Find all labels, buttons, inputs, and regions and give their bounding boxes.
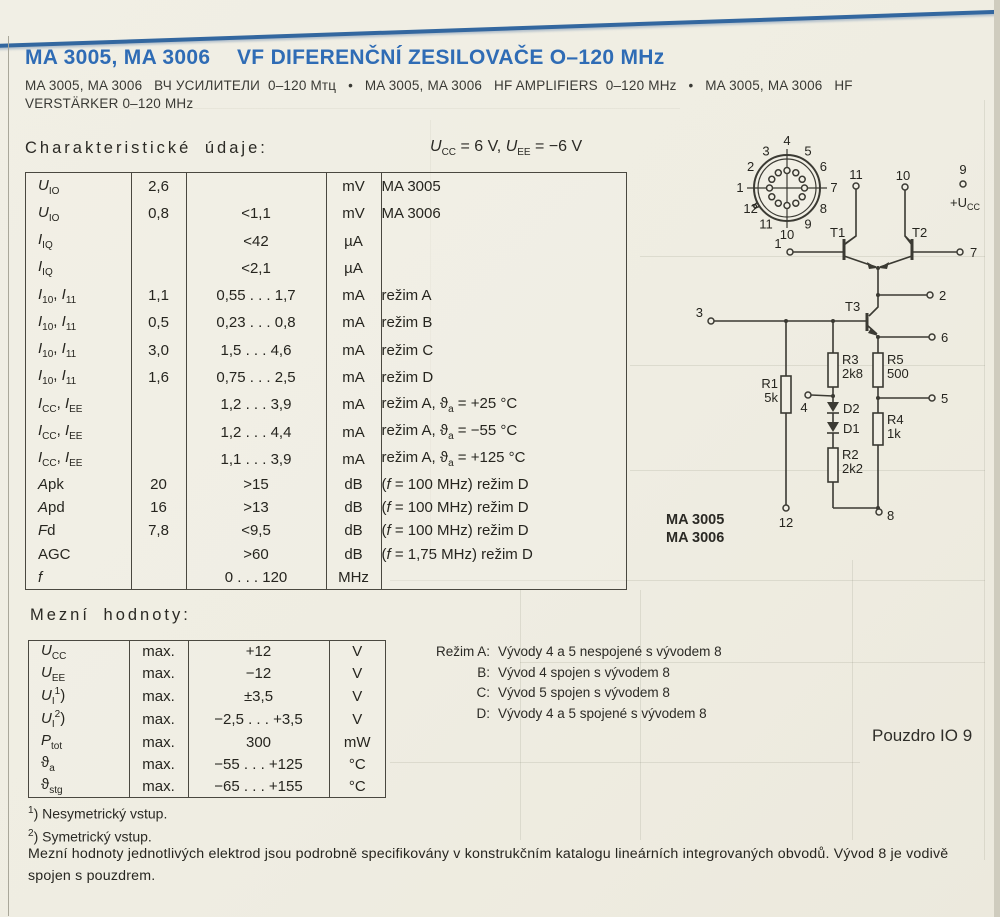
mode-note-row bbox=[424, 704, 844, 725]
symbol-cell: $U_{CC}$ bbox=[41, 641, 67, 662]
resistor-r2-value: 2k2 bbox=[842, 461, 863, 476]
symbol-cell: $I_{10}$, $I_{11}$ bbox=[38, 285, 77, 306]
range-cell: <2,1 bbox=[186, 255, 326, 282]
subtitle-line-2: VERSTÄRKER 0–120 MHz bbox=[25, 96, 194, 111]
transistor-t2-label: T2 bbox=[912, 225, 928, 240]
table-row bbox=[29, 641, 385, 663]
unit-cell: mV bbox=[326, 200, 381, 227]
typical-cell bbox=[131, 446, 186, 473]
table-row bbox=[26, 519, 626, 542]
note-cell: režim A, $ϑ_a = -55$ °C bbox=[381, 418, 626, 445]
unit-cell: mA bbox=[326, 364, 381, 391]
symbol-cell: $I_{CC}$, $I_{EE}$ bbox=[38, 449, 83, 470]
footnote: $^2$) Symetrický vstup. bbox=[28, 827, 152, 845]
terminal-6 bbox=[929, 334, 935, 340]
terminal-2-label: 2 bbox=[939, 288, 947, 303]
typical-cell: 7,8 bbox=[131, 519, 186, 542]
mode-label: Režim A: bbox=[435, 644, 490, 659]
pinout-diagram bbox=[736, 133, 837, 242]
pinout-pin-9 bbox=[793, 200, 799, 206]
terminal-7 bbox=[957, 249, 963, 255]
note-cell: MA 3006 bbox=[381, 200, 626, 227]
pinout-pin-7 bbox=[802, 185, 808, 191]
pinout-pin-11 bbox=[775, 200, 781, 206]
terminal-8-label: 8 bbox=[887, 508, 895, 523]
terminal-5-label: 5 bbox=[941, 391, 949, 406]
range-cell: >13 bbox=[186, 496, 326, 519]
resistor-r1-label: R1 bbox=[761, 376, 778, 391]
typical-cell: 0,5 bbox=[131, 309, 186, 336]
unit-cell: mV bbox=[326, 173, 381, 200]
range-cell: <1,1 bbox=[186, 200, 326, 227]
unit-cell: mA bbox=[326, 446, 381, 473]
terminal-8 bbox=[876, 509, 882, 515]
supply-conditions: $U_{CC} = 6$ V, $U_{EE} = -6$ V bbox=[430, 138, 583, 159]
note-cell: režim C bbox=[381, 337, 626, 364]
max-cell: max. bbox=[129, 641, 188, 663]
transistor-t3-label: T3 bbox=[845, 299, 861, 314]
symbol-cell: $U_{IO}$ bbox=[38, 203, 60, 224]
value-cell: +12 bbox=[188, 641, 329, 663]
unit-cell: mA bbox=[326, 418, 381, 445]
unit-cell: V bbox=[329, 641, 385, 663]
value-cell: −65 . . . +155 bbox=[188, 775, 329, 797]
symbol-cell: $U_I^2$) bbox=[41, 709, 66, 731]
unit-cell: mA bbox=[326, 309, 381, 336]
terminal-1 bbox=[787, 249, 793, 255]
terminal-5 bbox=[929, 395, 935, 401]
note-cell bbox=[381, 228, 626, 255]
pinout-pin-number: 8 bbox=[819, 201, 828, 216]
mode-label: D: bbox=[476, 705, 490, 721]
table-row bbox=[29, 708, 385, 731]
note-cell: režim D bbox=[381, 364, 626, 391]
note-cell: (f = 100 MHz) režim D bbox=[381, 496, 626, 519]
diode-d1-label: D1 bbox=[843, 421, 860, 436]
range-cell: 1,2 . . . 4,4 bbox=[186, 418, 326, 445]
range-cell: 0,23 . . . 0,8 bbox=[186, 309, 326, 336]
typical-cell: 1,1 bbox=[131, 282, 186, 309]
pinout-pin-3 bbox=[775, 170, 781, 176]
max-cell: max. bbox=[129, 775, 188, 797]
range-cell: 1,1 . . . 3,9 bbox=[186, 446, 326, 473]
symbol-cell: $ϑ_a$ bbox=[41, 754, 55, 775]
mode-description: Vývody 4 a 5 spojené s vývodem 8 bbox=[498, 705, 707, 721]
max-cell: max. bbox=[129, 685, 188, 708]
symbol-cell: $I_{IQ}$ bbox=[38, 231, 53, 252]
pinout-pin-2 bbox=[769, 176, 775, 182]
resistor-r1-value: 5k bbox=[764, 390, 778, 405]
max-cell: max. bbox=[129, 663, 188, 685]
range-cell bbox=[186, 173, 326, 200]
terminal-2 bbox=[927, 292, 933, 298]
note-cell: (f = 1,75 MHz) režim D bbox=[381, 542, 626, 565]
circuit-schematic bbox=[690, 130, 1000, 560]
terminal-7-label: 7 bbox=[970, 245, 978, 260]
transistor-t1-label: T1 bbox=[830, 225, 846, 240]
typical-cell: 0,8 bbox=[131, 200, 186, 227]
symbol-cell: Fd bbox=[38, 522, 56, 540]
symbol-cell: $P_{tot}$ bbox=[41, 732, 63, 753]
resistor-r2-label: R2 bbox=[842, 447, 859, 462]
pinout-pin-number: 7 bbox=[830, 180, 838, 195]
limits-table bbox=[28, 640, 386, 798]
resistor-r4 bbox=[873, 413, 883, 445]
value-cell: −2,5 . . . +3,5 bbox=[188, 708, 329, 731]
note-cell: MA 3005 bbox=[381, 173, 626, 200]
supply-ucc-label: $+U_{CC}$ bbox=[950, 195, 980, 212]
unit-cell: V bbox=[329, 685, 385, 708]
mode-notes bbox=[424, 642, 844, 724]
mode-description: Vývod 5 spojen s vývodem 8 bbox=[498, 685, 670, 701]
note-cell bbox=[381, 566, 626, 589]
resistor-r3-label: R3 bbox=[842, 352, 859, 367]
table-row bbox=[26, 496, 626, 519]
unit-cell: dB bbox=[326, 496, 381, 519]
pinout-pin-number: 9 bbox=[804, 216, 812, 232]
terminal-12-label: 12 bbox=[778, 515, 794, 530]
mode-label: C: bbox=[476, 685, 490, 701]
typical-cell bbox=[131, 228, 186, 255]
terminal-9-label: 9 bbox=[959, 162, 967, 177]
note-cell: režim B bbox=[381, 309, 626, 336]
diode-d2 bbox=[827, 402, 839, 412]
table-row bbox=[26, 282, 626, 309]
unit-cell: mA bbox=[326, 282, 381, 309]
pinout-pin-6 bbox=[799, 176, 805, 182]
typical-cell bbox=[131, 542, 186, 565]
diode-d2-label: D2 bbox=[843, 401, 860, 416]
typical-cell bbox=[131, 418, 186, 445]
pinout-pin-5 bbox=[793, 170, 799, 176]
resistor-r5-value: 500 bbox=[887, 366, 909, 381]
pinout-pin-number: 4 bbox=[783, 133, 791, 148]
range-cell: 0 . . . 120 bbox=[186, 566, 326, 589]
unit-cell: µA bbox=[326, 228, 381, 255]
unit-cell: mA bbox=[326, 391, 381, 418]
symbol-cell: Apk bbox=[38, 476, 64, 493]
pinout-pin-number: 2 bbox=[746, 159, 755, 174]
subtitle-line-1: MA 3005, MA 3006 ВЧ УСИЛИТЕЛИ 0–120 Мтц • MA 3005, MA 3006 HF AMPLIFIERS 0–120 MHz • MA 3005, MA 3006 HF bbox=[25, 78, 853, 93]
typical-cell: 20 bbox=[131, 473, 186, 496]
terminal-12 bbox=[783, 505, 789, 511]
symbol-cell: $I_{CC}$, $I_{EE}$ bbox=[38, 422, 83, 443]
table-row bbox=[29, 663, 385, 685]
unit-cell: V bbox=[329, 663, 385, 685]
diode-d1 bbox=[827, 422, 839, 432]
page-title-model: MA 3005, MA 3006 bbox=[25, 46, 211, 69]
table-row bbox=[26, 391, 626, 418]
resistor-r1 bbox=[781, 376, 791, 413]
terminal-1-label: 1 bbox=[774, 236, 782, 251]
page-title-description: VF DIFERENČNÍ ZESILOVAČE O–120 MHz bbox=[237, 46, 665, 69]
range-cell: 0,55 . . . 1,7 bbox=[186, 282, 326, 309]
characteristics-table bbox=[25, 172, 627, 590]
table-row bbox=[29, 731, 385, 753]
typical-cell bbox=[131, 255, 186, 282]
terminal-10 bbox=[902, 184, 908, 190]
note-cell: (f = 100 MHz) režim D bbox=[381, 473, 626, 496]
table-row bbox=[26, 446, 626, 473]
pinout-pin-8 bbox=[799, 194, 805, 200]
symbol-cell: $I_{IQ}$ bbox=[38, 258, 53, 279]
pinout-pin-1 bbox=[767, 185, 773, 191]
pinout-pin-number: 10 bbox=[779, 227, 795, 242]
pinout-pin-10 bbox=[784, 203, 790, 209]
bottom-note-line-1: Mezní hodnoty jednotlivých elektrod jsou podrobně specifikovány v konstrukčním katalogu lineárních integrovaných obvodů. Vývod 8 je vodivě bbox=[28, 846, 949, 862]
table-row bbox=[26, 418, 626, 445]
table-row bbox=[29, 775, 385, 797]
table-row bbox=[29, 685, 385, 708]
value-cell: −12 bbox=[188, 663, 329, 685]
resistor-r5-label: R5 bbox=[887, 352, 904, 367]
resistor-r2 bbox=[828, 448, 838, 482]
terminal-11 bbox=[853, 183, 859, 189]
range-cell: 1,2 . . . 3,9 bbox=[186, 391, 326, 418]
symbol-cell: $ϑ_{stg}$ bbox=[41, 776, 63, 796]
value-cell: −55 . . . +125 bbox=[188, 753, 329, 775]
terminal-9 bbox=[960, 181, 966, 187]
symbol-cell: $I_{10}$, $I_{11}$ bbox=[38, 340, 77, 361]
unit-cell: dB bbox=[326, 519, 381, 542]
pinout-pin-number: 3 bbox=[762, 143, 770, 159]
terminal-4 bbox=[805, 392, 811, 398]
mode-note-row bbox=[424, 663, 844, 684]
resistor-r5 bbox=[873, 353, 883, 387]
characteristics-heading: Charakteristické údaje: bbox=[25, 139, 268, 157]
unit-cell: dB bbox=[326, 473, 381, 496]
typical-cell bbox=[131, 566, 186, 589]
value-cell: 300 bbox=[188, 731, 329, 753]
range-cell: <9,5 bbox=[186, 519, 326, 542]
symbol-cell: AGC bbox=[38, 545, 71, 563]
table-row bbox=[26, 228, 626, 255]
range-cell: 0,75 . . . 2,5 bbox=[186, 364, 326, 391]
resistor-r4-value: 1k bbox=[887, 426, 901, 441]
terminal-3-label: 3 bbox=[695, 305, 703, 320]
top-divider-line bbox=[0, 7, 1000, 48]
note-cell: režim A, $ϑ_a = +125$ °C bbox=[381, 446, 626, 473]
terminal-3 bbox=[708, 318, 714, 324]
table-row bbox=[26, 173, 626, 200]
unit-cell: mW bbox=[329, 731, 385, 753]
symbol-cell: Apd bbox=[38, 499, 65, 517]
table-row bbox=[26, 566, 626, 589]
pinout-pin-number: 5 bbox=[804, 143, 812, 159]
note-cell: režim A bbox=[381, 282, 626, 309]
range-cell: <42 bbox=[186, 228, 326, 255]
pinout-pin-12 bbox=[769, 194, 775, 200]
package-label: Pouzdro IO 9 bbox=[872, 726, 973, 745]
pinout-pin-number: 1 bbox=[736, 180, 744, 195]
unit-cell: °C bbox=[329, 775, 385, 797]
symbol-cell: $I_{10}$, $I_{11}$ bbox=[38, 312, 77, 333]
mode-description: Vývod 4 spojen s vývodem 8 bbox=[498, 664, 670, 680]
table-row bbox=[26, 337, 626, 364]
symbol-cell: $I_{CC}$, $I_{EE}$ bbox=[38, 394, 83, 415]
pinout-pin-number: 6 bbox=[819, 159, 828, 174]
table-row bbox=[26, 542, 626, 565]
pinout-pin-number: 12 bbox=[743, 201, 758, 216]
mode-note-row bbox=[424, 683, 844, 704]
table-row bbox=[26, 255, 626, 282]
footnote: $^1$) Nesymetrický vstup. bbox=[28, 805, 168, 822]
note-cell: režim A, $ϑ_a = +25$ °C bbox=[381, 391, 626, 418]
table-row bbox=[26, 309, 626, 336]
typical-cell: 2,6 bbox=[131, 173, 186, 200]
symbol-cell: $U_I^1$) bbox=[41, 685, 66, 707]
footnotes bbox=[28, 801, 167, 846]
max-cell: max. bbox=[129, 731, 188, 753]
table-row bbox=[29, 753, 385, 775]
max-cell: max. bbox=[129, 708, 188, 731]
symbol-cell: $U_{EE}$ bbox=[41, 663, 66, 684]
unit-cell: dB bbox=[326, 542, 381, 565]
unit-cell: MHz bbox=[326, 566, 381, 589]
typical-cell: 16 bbox=[131, 496, 186, 519]
symbol-cell: $I_{10}$, $I_{11}$ bbox=[38, 367, 77, 388]
terminal-6-label: 6 bbox=[941, 330, 949, 345]
table-row bbox=[26, 200, 626, 227]
range-cell: >60 bbox=[186, 542, 326, 565]
resistor-r3 bbox=[828, 353, 838, 387]
range-cell: 1,5 . . . 4,6 bbox=[186, 337, 326, 364]
limits-heading: Mezní hodnoty: bbox=[30, 606, 191, 624]
table-row bbox=[26, 364, 626, 391]
mode-description: Vývody 4 a 5 nespojené s vývodem 8 bbox=[498, 644, 722, 659]
typical-cell: 1,6 bbox=[131, 364, 186, 391]
resistor-r4-label: R4 bbox=[887, 412, 904, 427]
symbol-cell: $U_{IO}$ bbox=[38, 176, 60, 197]
value-cell: ±3,5 bbox=[188, 685, 329, 708]
unit-cell: mA bbox=[326, 337, 381, 364]
note-cell bbox=[381, 255, 626, 282]
symbol-cell: f bbox=[38, 568, 43, 586]
terminal-10-label: 10 bbox=[895, 168, 911, 183]
typical-cell: 3,0 bbox=[131, 337, 186, 364]
note-cell: (f = 100 MHz) režim D bbox=[381, 519, 626, 542]
range-cell: >15 bbox=[186, 473, 326, 496]
mode-label: B: bbox=[477, 664, 490, 680]
unit-cell: µA bbox=[326, 255, 381, 282]
unit-cell: °C bbox=[329, 753, 385, 775]
mode-note-row bbox=[424, 642, 844, 663]
typical-cell bbox=[131, 391, 186, 418]
resistor-r3-value: 2k8 bbox=[842, 366, 863, 381]
scan-left-edge bbox=[8, 36, 9, 916]
max-cell: max. bbox=[129, 753, 188, 775]
schematic-device-label-1: MA 3005 bbox=[666, 512, 725, 528]
bottom-note-line-2: spojen s pouzdrem. bbox=[28, 868, 156, 884]
terminal-4-label: 4 bbox=[800, 400, 808, 415]
schematic-device-label-2: MA 3006 bbox=[666, 530, 725, 546]
unit-cell: V bbox=[329, 708, 385, 731]
pinout-pin-number: 11 bbox=[759, 216, 773, 232]
terminal-11-label: 11 bbox=[849, 167, 863, 182]
table-row bbox=[26, 473, 626, 496]
pinout-pin-4 bbox=[784, 168, 790, 174]
